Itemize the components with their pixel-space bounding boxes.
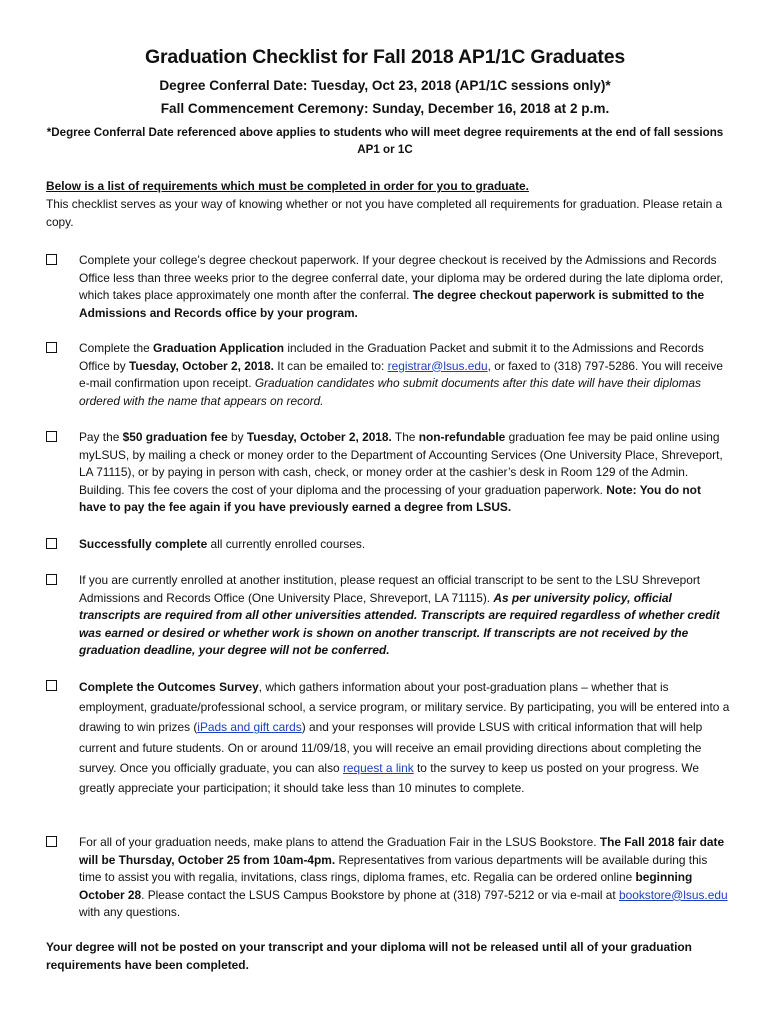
checkbox[interactable]: [46, 431, 57, 442]
item-text: Pay the $50 graduation fee by Tuesday, October 2, 2018. The non-refundable graduation fee may be paid online using myLSUS, by mailing a check or money order to the Department of Accounting Services (One University Place, Shreveport, LA 71115), or by paying in person with cash, check, or money order at the cashier’s desk in Room 129 of the Admin. Building. This fee covers the cost of your diploma and the processing of your graduation paperwork. Note: You do not have to pay the fee again if you have previously earned a degree from LSUS.: [79, 430, 723, 515]
checkbox[interactable]: [46, 254, 57, 265]
item-text: Successfully complete all currently enrolled courses.: [79, 537, 366, 551]
conferral-note: *Degree Conferral Date referenced above applies to students who will meet degree requirements at the end of fall sessions AP1 or 1C: [46, 126, 724, 156]
prizes-link[interactable]: iPads and gift cards: [197, 720, 302, 735]
intro-heading: Below is a list of requirements which must be completed in order for you to graduate.: [46, 179, 529, 193]
item-text: Complete the Outcomes Survey, which gathers information about your post-graduation plans – whether that is employment, graduate/professional school, a service program, or military service. By participating, you will be entered into a drawing to win prizes (iPads and gift cards) and your responses will provide LSUS with critical information that will help current and future students. On or around 11/09/18, you will receive an email providing directions about completing the survey. Once you officially graduate, you can also request a link to the survey to keep us posted on your progress. We greatly appreciate your participation; it should take less than 10 minutes to complete.: [79, 680, 730, 796]
registrar-email-link[interactable]: registrar@lsus.edu: [387, 358, 488, 373]
item-text: For all of your graduation needs, make plans to attend the Graduation Fair in the LSUS Bookstore. The Fall 2018 fair date will be Thursday, October 25 from 10am-4pm. Representatives from various departments will be available during this time to assist you with regalia, invitations, class rings, diploma frames, etc. Regalia can be ordered online beginning October 28. Please contact the LSUS Campus Bookstore by phone at (318) 797-5212 or via e-mail at bookstore@lsus.edu with any questions.: [79, 835, 728, 920]
checkbox[interactable]: [46, 680, 57, 691]
request-link[interactable]: request a link: [342, 760, 414, 775]
bookstore-email-link[interactable]: bookstore@lsus.edu: [619, 887, 728, 902]
checkbox[interactable]: [46, 342, 57, 353]
item-text: If you are currently enrolled at another institution, please request an official transcript to be sent to the LSU Shreveport Admissions and Records Office (One University Place, Shreveport, LA 71115). As per university policy, official transcripts are required from all other universities attended. Transcripts are required regardless of whether credit was earned or desired or whether work is shown on another transcript. If transcripts are not received by the graduation deadline, your degree will not be conferred.: [79, 573, 720, 658]
item-text: Complete your college’s degree checkout paperwork. If your degree checkout is received by the Admissions and Records Office less than three weeks prior to the degree conferral date, your diploma may be ordered during the late diploma order, which takes place approximately one month after the conferral. The degree checkout paperwork is submitted to the Admissions and Records office by your program.: [79, 253, 724, 320]
checkbox[interactable]: [46, 836, 57, 847]
intro-paragraph: [46, 177, 726, 231]
checkbox[interactable]: [46, 574, 57, 585]
conferral-date: Degree Conferral Date: Tuesday, Oct 23, 2018 (AP1/1C sessions only)*: [159, 78, 611, 93]
checkbox[interactable]: [46, 538, 57, 549]
page-title: Graduation Checklist for Fall 2018 AP1/1C Graduates: [145, 46, 625, 68]
item-text: Complete the Graduation Application included in the Graduation Packet and submit it to the Admissions and Records Office by Tuesday, October 2, 2018. It can be emailed to: registrar@lsus.edu, or faxed to (318) 797-5286. You will receive e-mail confirmation upon receipt. Graduation candidates who submit documents after this date will have their diplomas ordered with the name that appears on record.: [79, 341, 723, 408]
footer-note: Your degree will not be posted on your transcript and your diploma will not be released until all of your graduation requirements have been completed.: [46, 940, 692, 972]
commencement-date: Fall Commencement Ceremony: Sunday, December 16, 2018 at 2 p.m.: [160, 101, 610, 116]
intro-text: This checklist serves as your way of knowing whether or not you have completed all requirements for graduation. Please retain a copy.: [46, 197, 723, 229]
